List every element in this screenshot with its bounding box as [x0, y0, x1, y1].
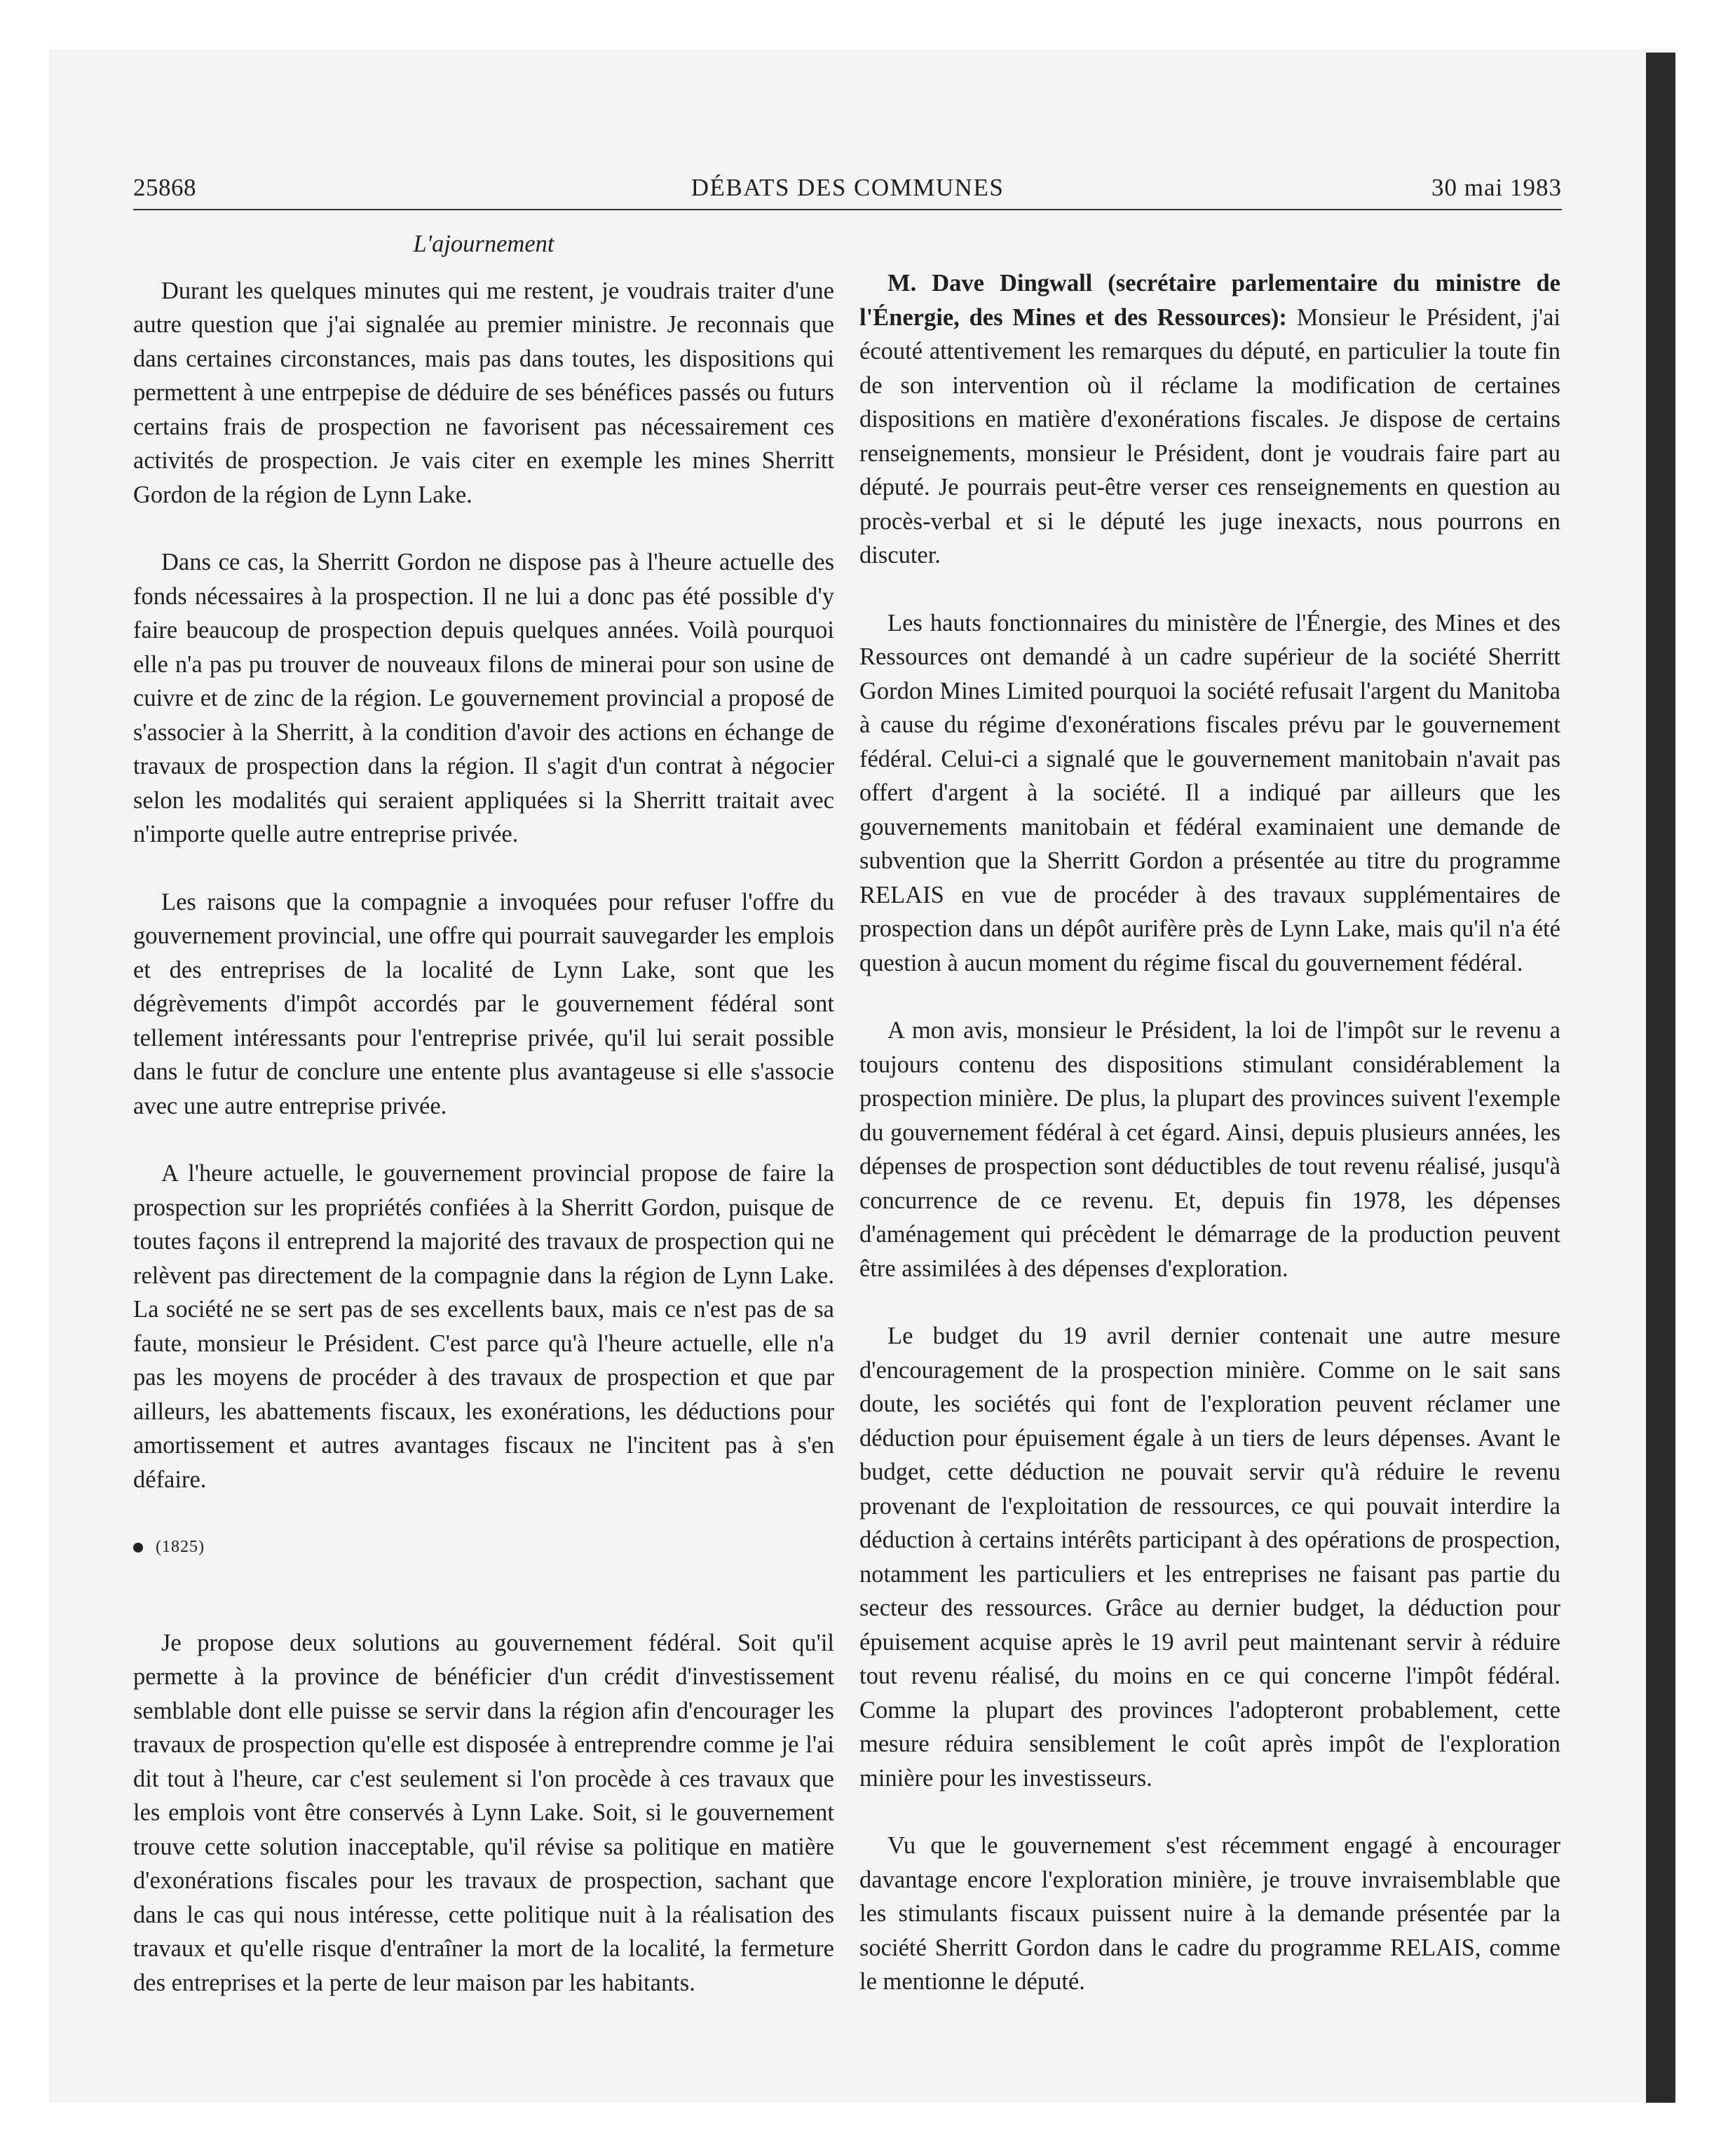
paragraph: Les hauts fonctionnaires du ministère de l'Énergie, des Mines et des Ressources ont demandé à un cadre supérieur de la société Sherritt Gordon Mines Limited pourquoi la société refusait l'argent du Manitoba à cause du régime d'exonérations fiscales prévu par le gouvernement fédéral. Celui-ci a signalé que le gouvernement manitobain n'avait pas offert d'argent à la société. Il a indiqué par ailleurs que les gouvernements manitobain et fédéral examinaient une demande de subvention que la Sherritt Gordon a présentée au titre du programme RELAIS en vue de procéder à des travaux supplémentaires de prospection dans un dépôt aurifère près de Lynn Lake, mais qu'il n'a été question à aucun moment du régime fiscal du gouvernement fédéral.: [859, 609, 1560, 976]
left-column: [133, 224, 834, 2000]
publication-title: DÉBATS DES COMMUNES: [690, 174, 1005, 201]
paragraph: Je propose deux solutions au gouvernement fédéral. Soit qu'il permette à la province de bénéficier d'un crédit d'investissement semblable dont elle puisse se servir dans la région afin d'encourager les travaux de prospection qu'elle est disposée à entreprendre comme je l'ai dit tout à l'heure, car c'est seulement si l'on procède à ces travaux que les emplois vont être conservés à Lynn Lake. Soit, si le gouvernement trouve cette solution inacceptable, qu'il révise sa politique en matière d'exonérations fiscales pour les travaux de prospection, sachant que dans le cas qui nous intéresse, cette politique nuit à la réalisation des travaux et qu'elle risque d'entraîner la mort de la localité, la fermeture des entreprises et la perte de leur maison par les habitants.: [133, 1629, 834, 1996]
paragraph: Les raisons que la compagnie a invoquées pour refuser l'offre du gouvernement provincial, une offre qui pourrait sauvegarder les emplois et des entreprises de la localité de Lynn Lake, sont que les dégrèvements d'impôt accordés par le gouvernement fédéral sont tellement intéressants pour l'entreprise privée, qu'il lui serait possible dans le futur de conclure une entente plus avantageuse si elle s'associe avec une autre entreprise privée.: [133, 888, 834, 1119]
time-marker: [133, 1530, 834, 1564]
page-date: 30 mai 1983: [1431, 174, 1562, 201]
speaker-name: M. Dave Dingwall (secrétaire parlementaire du ministre de l'Énergie, des Mines et des Ressources):: [859, 270, 1560, 331]
speaker-text: Monsieur le Président, j'ai écouté attentivement les remarques du député, en particulier la toute fin de son intervention où il réclame la modification de certaines dispositions en matière d'exonérations fiscales. Je dispose de certains renseignements, monsieur le Président, dont je voudrais faire part au député. Je pourrais peut-être verser ces renseignements en question au procès-verbal et si le député les juge inexacts, nous pourrons en discuter.: [859, 303, 1561, 568]
bullet-dot-icon: [133, 1543, 143, 1553]
paragraph: Dans ce cas, la Sherritt Gordon ne dispose pas à l'heure actuelle des fonds nécessaires à la prospection. Il ne lui a donc pas été possible d'y faire beaucoup de prospection depuis quelques années. Voilà pourquoi elle n'a pas pu trouver de nouveaux filons de minerai pour son usine de cuivre et de zinc de la région. Le gouvernement provincial a proposé de s'associer à la Sherritt, à la condition d'avoir des actions en échange de travaux de prospection dans la région. Il s'agit d'un contrat à négocier selon les modalités qui seraient appliquées si la Sherritt traitait avec n'importe quelle autre entreprise privée.: [133, 549, 834, 847]
section-heading: L'ajournement: [413, 231, 554, 257]
right-column: [859, 266, 1560, 1999]
page-header: [133, 174, 1562, 210]
paragraph: A mon avis, monsieur le Président, la loi de l'impôt sur le revenu a toujours contenu des dispositions stimulant considérablement la prospection minière. De plus, la plupart des provinces suivent l'exemple du gouvernement fédéral à cet égard. Ainsi, depuis plusieurs années, les dépenses de prospection sont déductibles de tout revenu réalisé, jusqu'à concurrence de ce revenu. Et, depuis fin 1978, les dépenses d'aménagement qui précèdent le démarrage de la production peuvent être assimilées à des dépenses d'exploration.: [859, 1017, 1560, 1282]
page-number: 25868: [133, 174, 196, 201]
paragraph: Le budget du 19 avril dernier contenait une autre mesure d'encouragement de la prospection minière. Comme on le sait sans doute, les sociétés qui font de l'exploration peuvent réclamer une déduction pour épuisement égale à un tiers de leurs dépenses. Avant le budget, cette déduction ne pouvait servir qu'à réduire le revenu provenant de l'exploitation de ressources, ce qui pouvait interdire la déduction à certains intérêts participant à des opérations de prospection, notamment les particuliers et les entreprises ne faisant pas partie du secteur des ressources. Grâce au dernier budget, la déduction pour épuisement acquise après le 19 avril peut maintenant servir à réduire tout revenu réalisé, du moins en ce qui concerne l'impôt fédéral. Comme la plupart des provinces l'adopteront probablement, cette mesure réduira sensiblement le coût après impôt de l'exploration minière pour les investisseurs.: [859, 1323, 1560, 1792]
scan-edge-bar: [1646, 53, 1675, 2103]
paragraph: Vu que le gouvernement s'est récemment engagé à encourager davantage encore l'exploration minière, je trouve invraisemblable que les stimulants fiscaux puissent nuire à la demande présentée par la société Sherritt Gordon dans le cadre du programme RELAIS, comme le mentionne le député.: [859, 1832, 1560, 1995]
paragraph: A l'heure actuelle, le gouvernement provincial propose de faire la prospection sur les propriétés confiées à la Sherritt Gordon, puisque de toutes façons il entreprend la majorité des travaux de prospection qui ne relèvent pas directement de la compagnie dans la région de Lynn Lake. La société ne se sert pas de ses excellents baux, mais ce n'est pas de sa faute, monsieur le Président. C'est parce qu'à l'heure actuelle, elle n'a pas les moyens de procéder à des travaux de prospection et que par ailleurs, les abattements fiscaux, les exonérations, les déductions pour amortissement et autres avantages fiscaux ne l'incitent pas à s'en défaire.: [133, 1160, 834, 1493]
paragraph: Durant les quelques minutes qui me restent, je voudrais traiter d'une autre question que j'ai signalée au premier ministre. Je reconnais que dans certaines circonstances, mais pas dans toutes, les dispositions qui permettent à une entrpерise de déduire de ses bénéfices passés ou futurs certains frais de prospection ne favorisent pas nécessairement ces activités de prospection. Je vais citer en exemple les mines Sherritt Gordon de la région de Lynn Lake.: [133, 277, 834, 508]
time-marker-label: (1825): [156, 1538, 205, 1556]
speaker-paragraph: [859, 266, 1560, 573]
